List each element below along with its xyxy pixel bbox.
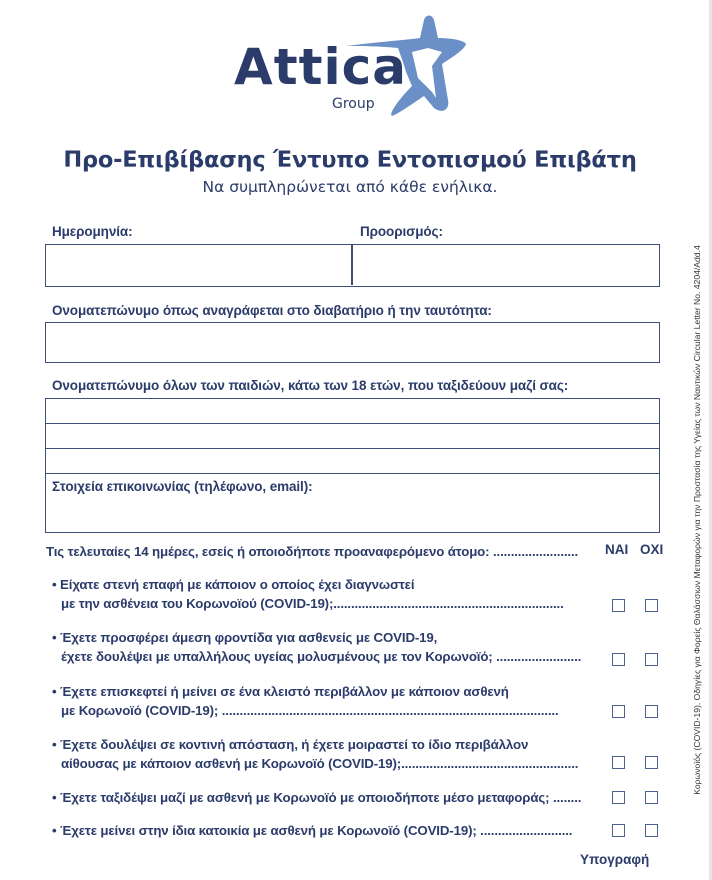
question-5 [52,788,581,807]
no-column-header: ΟΧΙ [640,542,664,557]
no-checkbox[interactable] [645,653,658,666]
contact-field[interactable] [46,497,659,531]
yes-checkbox[interactable] [612,824,625,837]
yes-checkbox[interactable] [612,756,625,769]
date-label: Ημερομηνία: [52,224,133,239]
date-destination-box [45,244,660,287]
page-title: Προ-Επιβίβασης Έντυπο Εντοπισμού Επιβάτη [63,147,637,173]
contact-label: Στοιχεία επικοινωνίας (τηλέφωνο, email): [52,479,313,494]
row-divider [46,448,659,449]
no-checkbox[interactable] [645,705,658,718]
question-6 [52,821,572,840]
yes-checkbox[interactable] [612,791,625,804]
question-text: με την ασθένεια του Κορωνοϊού (COVID-19);................................................................. [61,596,564,611]
no-checkbox[interactable] [645,756,658,769]
no-checkbox[interactable] [645,599,658,612]
yes-checkbox[interactable] [612,653,625,666]
children-contact-box [45,398,660,533]
question-text: αίθουσας με κάποιον ασθενή με Κορωνοϊό (COVID-19);.................................................. [61,756,579,771]
no-checkbox[interactable] [645,791,658,804]
destination-label: Προορισμός: [360,224,443,239]
question-text: • Έχετε ταξιδέψει μαζί με ασθενή με Κορωνοϊό με οποιοδήποτε μέσο μεταφοράς; ........ [52,790,582,805]
questionnaire-intro: Τις τελευταίες 14 ημέρες, εσείς ή οποιοδήποτε προαναφερόμενο άτομο: ........................ [46,544,579,559]
question-text: • Είχατε στενή επαφή με κάποιον ο οποίος έχει διαγνωστεί [52,577,415,592]
question-text: • Έχετε προσφέρει άμεση φροντίδα για ασθενείς με COVID-19, [52,630,438,645]
question-2 [52,628,581,666]
child-name-field[interactable] [46,450,659,473]
side-note-text: Κορωνοϊός (COVID-19). Οδηγίες για Φορείς Θαλάσσιων Μεταφορών για την Προστασία της Υγείας των Ναυτικών Circular Letter No. 4204/Add.4 [692,245,702,795]
question-1 [52,575,564,613]
logo-subtitle: Group [332,96,375,112]
question-3 [52,682,558,720]
row-divider [46,423,659,424]
logo-wordmark: Attica [234,38,408,96]
question-text: • Έχετε επισκεφτεί ή μείνει σε ένα κλειστό περιβάλλον με κάποιον ασθενή [52,684,509,699]
date-field[interactable] [46,245,351,285]
question-text: • Έχετε δουλέψει σε κοντινή απόσταση, ή έχετε μοιραστεί το ίδιο περιβάλλον [52,737,529,752]
fullname-label: Ονοματεπώνυμο όπως αναγράφεται στο διαβατήριο ή την ταυτότητα: [52,303,492,318]
question-text: με Κορωνοϊό (COVID-19); ............................................................................................... [61,703,559,718]
question-text: έχετε δουλέψει με υπαλλήλους υγείας μολυσμένους με τον Κορωνοϊό; ........................ [61,649,582,664]
attica-group-logo [228,12,478,127]
page-subtitle: Να συμπληρώνεται από κάθε ενήλικα. [202,178,498,196]
no-checkbox[interactable] [645,824,658,837]
child-name-field[interactable] [46,425,659,448]
destination-field[interactable] [353,245,658,285]
yes-column-header: ΝΑΙ [605,542,629,557]
row-divider [46,473,659,474]
children-label: Ονοματεπώνυμο όλων των παιδιών, κάτω των 18 ετών, που ταξιδεύουν μαζί σας: [52,378,569,393]
question-text: • Έχετε μείνει στην ίδια κατοικία με ασθενή με Κορωνοϊό (COVID-19); .......................... [52,823,573,838]
yes-checkbox[interactable] [612,705,625,718]
fullname-field[interactable] [45,322,660,363]
yes-checkbox[interactable] [612,599,625,612]
question-4 [52,735,578,773]
signature-label: Υπογραφή [580,852,650,867]
child-name-field[interactable] [46,399,659,423]
